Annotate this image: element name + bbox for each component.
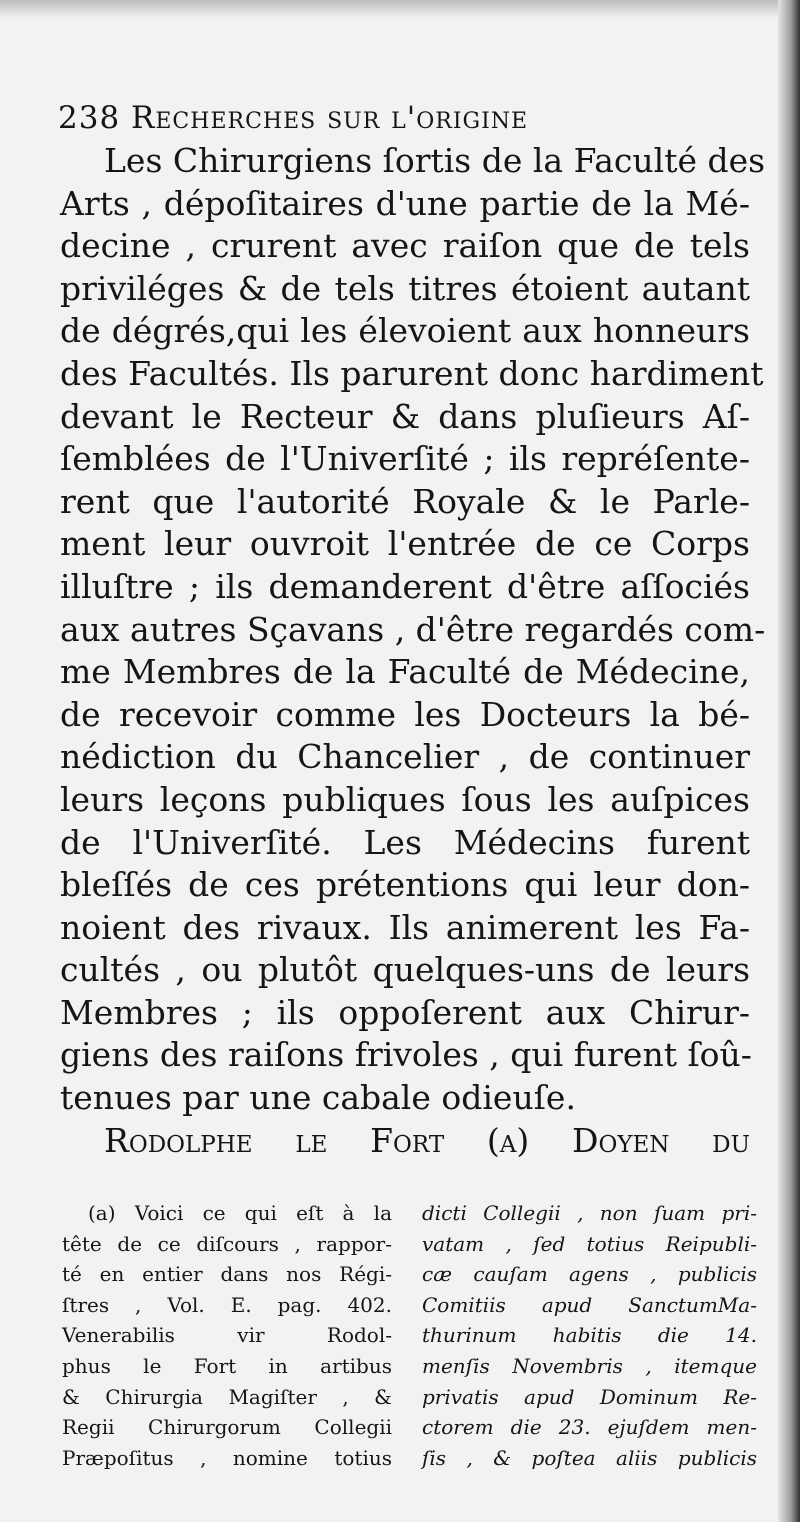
text-line: leurs leçons publiques ſous les auſpices bbox=[60, 779, 750, 819]
page-number: 238 bbox=[58, 100, 121, 136]
text-line: de recevoir comme les Docteurs la bé- bbox=[60, 694, 750, 734]
footnote-line: cæ cauſam agens , publicis bbox=[422, 1262, 757, 1287]
footnote-line: Præpoſitus , nomine totius bbox=[62, 1445, 392, 1470]
footnote-line: dicti Collegii , non ſuam pri- bbox=[422, 1201, 757, 1225]
text-line: Arts , dépoſitaires d'une partie de la Mé- bbox=[60, 183, 750, 223]
footnote-line: tête de ce diſcours , rappor- bbox=[62, 1231, 392, 1256]
text-line: de l'Univerſité. Les Médecins furent bbox=[60, 822, 750, 862]
footnote-left-column bbox=[62, 1198, 392, 1473]
footnote-line: & Chirurgia Magiſter , & bbox=[62, 1384, 392, 1409]
text-line: decine , crurent avec raiſon que de tels bbox=[60, 226, 750, 266]
running-title: Recherches sur l'origine bbox=[131, 100, 529, 136]
text-line: des Facultés. Ils parurent donc hardiment bbox=[60, 353, 764, 393]
text-line: cultés , ou plutôt quelques-uns de leurs bbox=[60, 950, 750, 990]
main-text bbox=[60, 140, 766, 1162]
footnote-line: ſis , & poſtea aliis publicis bbox=[422, 1445, 757, 1470]
footnote-line: ctorem die 23. ejuſdem men- bbox=[422, 1415, 757, 1440]
text-line: Membres ; ils oppoſerent aux Chirur- bbox=[60, 992, 750, 1032]
footnote-line: vatam , ſed totius Reipubli- bbox=[422, 1231, 757, 1256]
text-line: ſemblées de l'Univerſité ; ils repréſente- bbox=[60, 439, 750, 479]
running-header bbox=[58, 100, 758, 136]
footnote-line: privatis apud Dominum Re- bbox=[422, 1384, 757, 1409]
text-line: Rodolphe le Fort (a) Doyen du bbox=[104, 1120, 750, 1160]
footnote-line: ſtres , Vol. E. pag. 402. bbox=[62, 1292, 392, 1317]
text-line: noient des rivaux. Ils animerent les Fa- bbox=[60, 907, 750, 947]
footnote-line: phus le Fort in artibus bbox=[62, 1353, 392, 1378]
text-line: Les Chirurgiens ſortis de la Faculté des bbox=[104, 141, 766, 180]
footnote-line: té en entier dans nos Régi- bbox=[62, 1262, 392, 1287]
footnote-line: thurinum habitis die 14. bbox=[422, 1323, 757, 1348]
text-line: tenues par une cabale odieuſe. bbox=[60, 1078, 576, 1118]
text-line: me Membres de la Faculté de Médecine, bbox=[60, 652, 750, 692]
text-line: illuſtre ; ils demanderent d'être aſſociés bbox=[60, 566, 750, 606]
text-line: devant le Recteur & dans pluſieurs Aſ- bbox=[60, 396, 750, 436]
footnote-right-column bbox=[422, 1198, 757, 1473]
footnote-line: Venerabilis vir Rodol- bbox=[62, 1323, 392, 1348]
text-line: aux autres Sçavans , d'être regardés com- bbox=[60, 609, 766, 649]
footnote-line: menſis Novembris , itemque bbox=[422, 1353, 757, 1378]
text-line: giens des raiſons frivoles , qui furent ſoû- bbox=[60, 1035, 752, 1075]
footnote-line: Regii Chirurgorum Collegii bbox=[62, 1415, 392, 1440]
text-line: ment leur ouvroit l'entrée de ce Corps bbox=[60, 524, 750, 564]
footnote-line: Comitiis apud SanctumMa- bbox=[422, 1292, 757, 1317]
footnote-line: (a) Voici ce qui eſt à la bbox=[88, 1201, 392, 1225]
text-line: priviléges & de tels titres étoient autant bbox=[60, 268, 750, 308]
text-line: bleſſés de ces prétentions qui leur don- bbox=[60, 865, 750, 905]
text-line: nédiction du Chancelier , de continuer bbox=[60, 737, 750, 777]
text-line: de dégrés,qui les élevoient aux honneurs bbox=[60, 311, 750, 351]
text-line: rent que l'autorité Royale & le Parle- bbox=[60, 481, 750, 521]
